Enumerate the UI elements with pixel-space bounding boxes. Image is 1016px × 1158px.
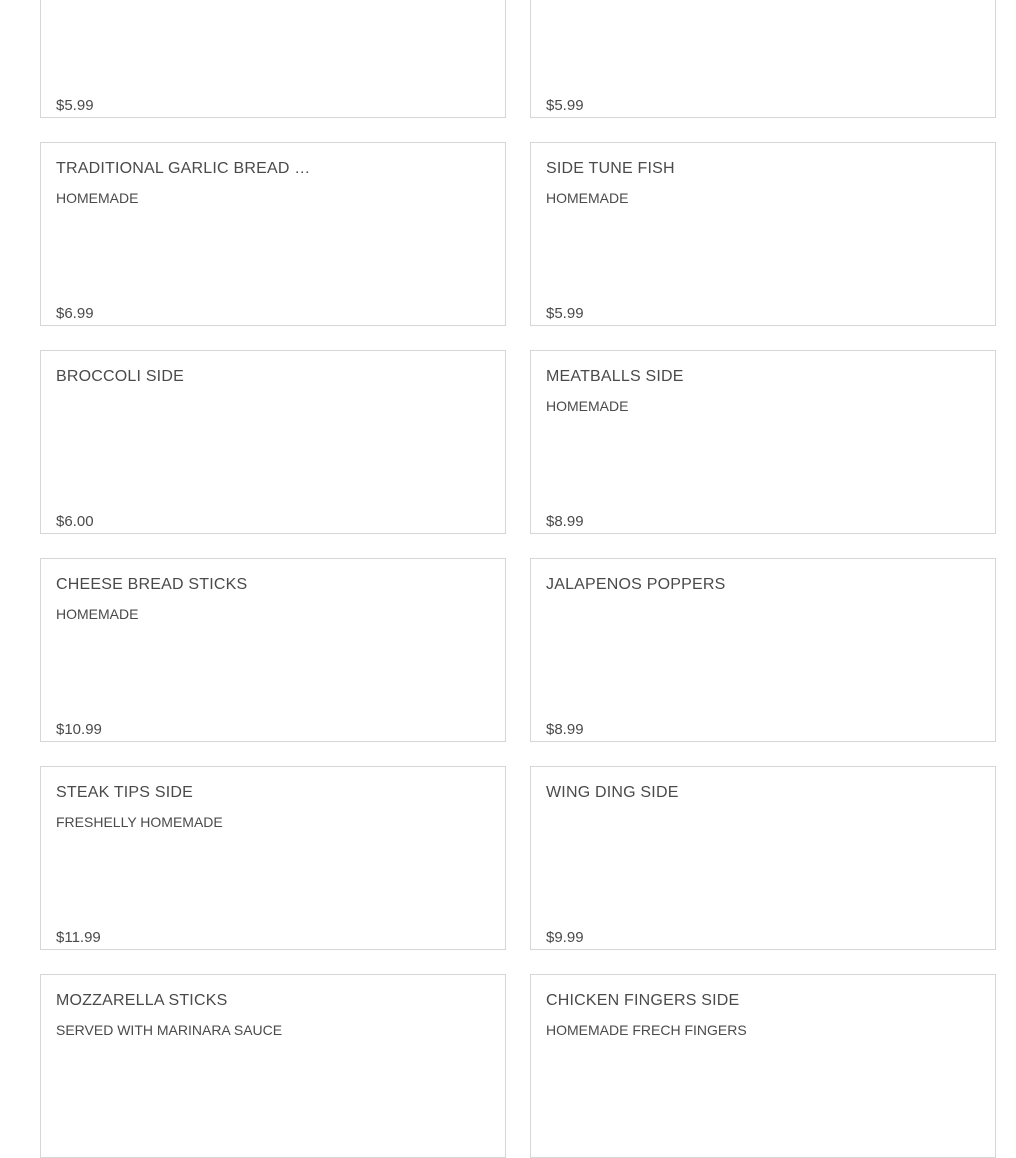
menu-item-price: $10.99 xyxy=(56,721,102,738)
menu-item-name: MEATBALLS SIDE xyxy=(546,368,684,385)
menu-item-name: WING DING SIDE xyxy=(546,784,679,801)
menu-item-price: $8.99 xyxy=(546,721,584,738)
menu-item-card[interactable] xyxy=(40,0,506,118)
menu-item-card[interactable] xyxy=(530,974,996,1158)
menu-item-name: CHICKEN FINGERS SIDE xyxy=(546,992,740,1009)
menu-item-name: MOZZARELLA STICKS xyxy=(56,992,228,1009)
menu-item-price: $5.99 xyxy=(546,305,584,322)
menu-item-price: $9.99 xyxy=(546,929,584,946)
menu-item-card[interactable] xyxy=(530,142,996,326)
menu-item-card[interactable] xyxy=(530,766,996,950)
menu-item-description: FRESHELLY HOMEMADE xyxy=(56,814,223,830)
menu-item-name: SIDE TUNE FISH xyxy=(546,160,675,177)
menu-item-description: HOMEMADE xyxy=(56,190,139,206)
menu-item-price: $5.99 xyxy=(546,97,584,114)
menu-item-price: $8.99 xyxy=(546,513,584,530)
menu-item-card[interactable] xyxy=(530,558,996,742)
menu-item-price: $5.99 xyxy=(56,97,94,114)
menu-item-name: TRADITIONAL GARLIC BREAD … xyxy=(56,160,311,177)
menu-item-description: HOMEMADE xyxy=(546,190,629,206)
menu-item-name: STEAK TIPS SIDE xyxy=(56,784,193,801)
menu-item-name: CHEESE BREAD STICKS xyxy=(56,576,248,593)
menu-item-price: $11.99 xyxy=(56,929,101,946)
menu-item-card[interactable] xyxy=(40,766,506,950)
menu-item-price: $6.99 xyxy=(56,305,94,322)
menu-item-description: HOMEMADE xyxy=(56,606,139,622)
menu-item-price: $6.00 xyxy=(56,513,94,530)
menu-items-grid xyxy=(40,0,996,1158)
menu-item-card[interactable] xyxy=(40,350,506,534)
menu-item-card[interactable] xyxy=(530,350,996,534)
menu-item-card[interactable] xyxy=(40,974,506,1158)
menu-item-description: SERVED WITH MARINARA SAUCE xyxy=(56,1022,283,1038)
menu-item-card[interactable] xyxy=(530,0,996,118)
menu-item-card[interactable] xyxy=(40,558,506,742)
menu-item-name: JALAPENOS POPPERS xyxy=(546,576,726,593)
menu-item-description: HOMEMADE xyxy=(546,398,629,414)
menu-item-name: BROCCOLI SIDE xyxy=(56,368,184,385)
menu-item-card[interactable] xyxy=(40,142,506,326)
menu-item-description: HOMEMADE FRECH FINGERS xyxy=(546,1022,747,1038)
